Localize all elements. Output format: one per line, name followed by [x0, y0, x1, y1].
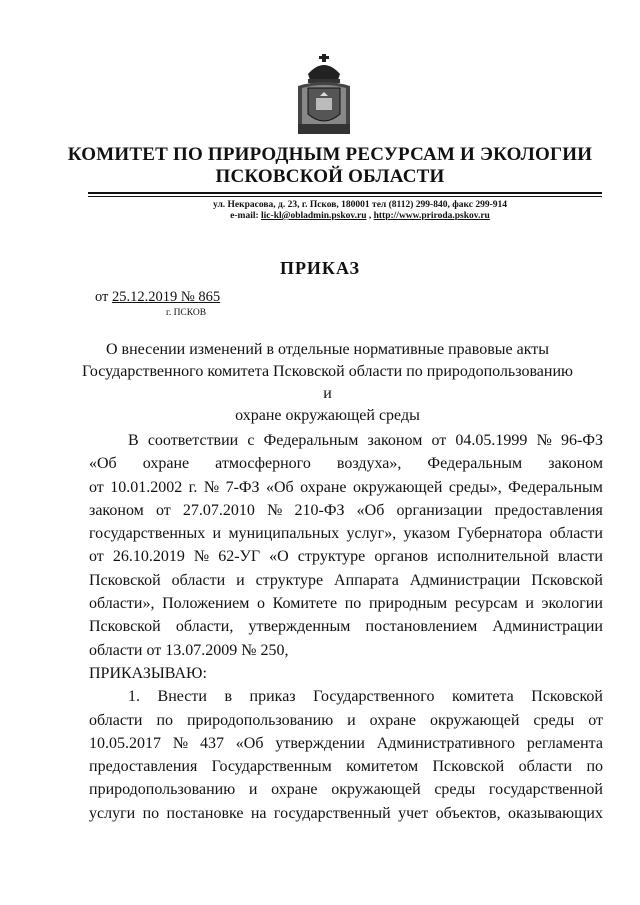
body-word: Аппарата	[334, 571, 399, 589]
body-line	[89, 615, 603, 638]
subject-line: О внесении изменений в отдельные нормативные правовые акты	[105, 341, 550, 358]
body-line	[89, 755, 603, 778]
body-word: 7-ФЗ	[225, 478, 260, 496]
body-word: о	[257, 595, 265, 613]
address-line: ул. Некрасова, д. 23, г. Псков, 180001 тел (8112) 299-840, факс 299-914	[212, 200, 508, 210]
body-word: комитетом	[346, 758, 419, 776]
header-rule	[88, 192, 602, 194]
body-word: окружающей	[429, 711, 520, 729]
body-word: «Об	[356, 501, 385, 519]
body-word: Псковской	[432, 758, 505, 776]
body-word: с	[247, 432, 255, 449]
body-word: Федеральным	[427, 455, 523, 473]
body-line	[89, 639, 603, 662]
body-word: области»,	[89, 595, 155, 613]
body-line	[89, 452, 603, 475]
order-body	[89, 429, 603, 825]
body-word: №	[172, 734, 189, 752]
body-word: природным	[368, 595, 448, 613]
body-word: от	[155, 501, 171, 519]
body-word: Администрации	[492, 618, 603, 636]
body-word: от	[431, 432, 447, 449]
organization-name-line2: ПСКОВСКОЙ ОБЛАСТИ	[215, 166, 445, 187]
body-word: воздуха»,	[336, 455, 402, 473]
body-word: и	[525, 595, 534, 613]
body-word: постановлением	[365, 618, 478, 636]
body-word: 210-ФЗ	[294, 501, 345, 519]
body-word: В	[128, 432, 139, 449]
body-word: области	[171, 571, 226, 589]
body-word: Государственным	[211, 758, 332, 776]
subject-line: Государственного комитета Псковской области по природопользованию и	[82, 363, 573, 402]
date-prefix: от	[95, 289, 113, 305]
body-line	[89, 569, 603, 592]
body-word: и	[248, 781, 258, 799]
body-word: области	[549, 525, 603, 543]
body-word: №	[536, 432, 552, 449]
body-word: законом	[367, 432, 423, 449]
body-word: соответствии	[147, 432, 239, 449]
body-word: природопользованию	[186, 711, 334, 729]
body-word: власти	[557, 548, 603, 566]
body-word: Псковской	[531, 688, 603, 706]
body-word: оказывающих	[507, 804, 603, 822]
body-word: по	[586, 758, 603, 776]
body-word: Административного	[376, 734, 516, 752]
body-word: ресурсам	[454, 595, 518, 613]
body-line	[89, 802, 603, 825]
body-word: 27.07.2010	[182, 501, 255, 519]
body-word: исполнительной	[437, 548, 549, 566]
body-word: структуре	[297, 548, 366, 566]
body-word: среды	[533, 711, 575, 729]
body-word: природопользованию	[89, 781, 236, 799]
body-word: от	[89, 478, 104, 496]
body-word: комитета	[452, 688, 514, 706]
body-word: объектов,	[435, 804, 501, 822]
body-word: приказ	[249, 688, 296, 706]
body-word: предоставления	[89, 758, 198, 776]
order-city: г. ПСКОВ	[166, 308, 207, 318]
body-line	[89, 662, 603, 685]
body-word: в	[224, 688, 233, 706]
body-word: Положением	[162, 595, 250, 613]
body-word: постановке	[166, 804, 244, 822]
contact-separator: ,	[366, 211, 374, 221]
body-word: по	[344, 595, 362, 613]
body-word: экологии	[541, 595, 603, 613]
body-word: учет	[398, 804, 429, 822]
body-word: Псковской	[531, 571, 603, 589]
body-word: 437	[199, 734, 224, 752]
body-word: Федеральным	[508, 478, 603, 496]
body-word: и	[347, 711, 356, 729]
body-word: услуг»,	[346, 525, 397, 543]
body-word: указом	[403, 525, 451, 543]
body-word: Федеральным	[263, 432, 359, 449]
body-word: структуре	[255, 571, 324, 589]
body-word: охране	[271, 781, 318, 799]
body-word: среды»,	[448, 478, 502, 496]
body-word: среды	[434, 781, 476, 799]
body-word: 1.	[128, 688, 140, 706]
body-word: №	[267, 501, 283, 519]
body-word: «Об	[265, 478, 294, 496]
body-word: ПРИКАЗЫВАЮ:	[89, 664, 207, 682]
body-word: области от 13.07.2009 № 250,	[89, 641, 289, 659]
email-label: e-mail:	[230, 211, 262, 221]
body-word: Внести	[157, 688, 207, 706]
order-date-number	[95, 289, 220, 306]
body-word: и	[212, 525, 222, 543]
body-word: по	[156, 711, 173, 729]
body-word: Псковской	[89, 618, 161, 636]
body-word: по	[142, 804, 160, 822]
body-line	[89, 522, 603, 545]
body-line	[89, 709, 603, 732]
body-word: области,	[175, 618, 234, 636]
website-link[interactable]: http://www.priroda.pskov.ru	[373, 211, 490, 221]
body-word: «О	[269, 548, 289, 566]
body-line	[89, 685, 603, 708]
body-word: регламента	[526, 734, 603, 752]
body-word: Губернатора	[457, 525, 543, 543]
body-word: области	[89, 711, 143, 729]
number-prefix: №	[177, 289, 199, 305]
body-word: г.	[188, 478, 198, 496]
body-word: от	[588, 711, 603, 729]
body-word: услуги	[89, 804, 136, 822]
body-word: 62-УГ	[218, 548, 261, 566]
body-word: органов	[374, 548, 429, 566]
body-line	[89, 476, 603, 499]
body-word: и	[236, 571, 245, 589]
body-word: предоставления	[494, 501, 603, 519]
body-word: охране	[300, 478, 347, 496]
body-word: организации	[396, 501, 483, 519]
body-word: утверждении	[275, 734, 365, 752]
body-word: Псковской	[89, 571, 161, 589]
body-word: «Об	[89, 455, 117, 473]
order-number: 865	[198, 289, 221, 305]
body-word: 10.05.2017	[89, 734, 161, 752]
body-word: муниципальных	[228, 525, 340, 543]
organization-name-line1: КОМИТЕТ ПО ПРИРОДНЫМ РЕСУРСАМ И ЭКОЛОГИИ	[67, 144, 593, 165]
document-title: ПРИКАЗ	[279, 258, 361, 278]
body-word: 26.10.2019	[112, 548, 185, 566]
body-word: Комитете	[272, 595, 338, 613]
body-line	[89, 732, 603, 755]
body-line	[89, 778, 603, 801]
body-word: законом	[89, 501, 144, 519]
header-rule-thin	[88, 196, 602, 197]
contacts-line	[140, 210, 580, 222]
coat-of-arms-emblem	[294, 52, 354, 138]
body-word: охране	[142, 455, 190, 473]
body-word: окружающей	[352, 478, 443, 496]
body-word: утвержденным	[248, 618, 351, 636]
body-word: на	[250, 804, 267, 822]
body-word: области	[518, 758, 573, 776]
body-word: №	[203, 478, 220, 496]
body-word: 10.01.2002	[110, 478, 183, 496]
body-word: охране	[369, 711, 416, 729]
body-line	[89, 545, 603, 568]
body-word: 96-ФЗ	[560, 432, 603, 449]
body-word: 04.05.1999	[455, 432, 528, 449]
subject-line: охране окружающей среды	[235, 407, 420, 424]
body-word: №	[193, 548, 210, 566]
order-date: 25.12.2019	[112, 289, 178, 305]
body-word: Государственного	[313, 688, 435, 706]
body-word: государственный	[273, 804, 391, 822]
body-line	[89, 429, 603, 452]
email-link[interactable]: lic-kl@obladmin.pskov.ru	[261, 211, 367, 221]
body-word: государственной	[488, 781, 603, 799]
body-word: законом	[548, 455, 603, 473]
body-word: Администрации	[409, 571, 521, 589]
body-word: атмосферного	[215, 455, 311, 473]
body-line	[89, 499, 603, 522]
body-word: государственных	[89, 525, 206, 543]
body-line	[89, 592, 603, 615]
body-word: «Об	[235, 734, 264, 752]
body-word: окружающей	[331, 781, 421, 799]
order-subject	[80, 339, 575, 427]
body-word: от	[89, 548, 104, 566]
